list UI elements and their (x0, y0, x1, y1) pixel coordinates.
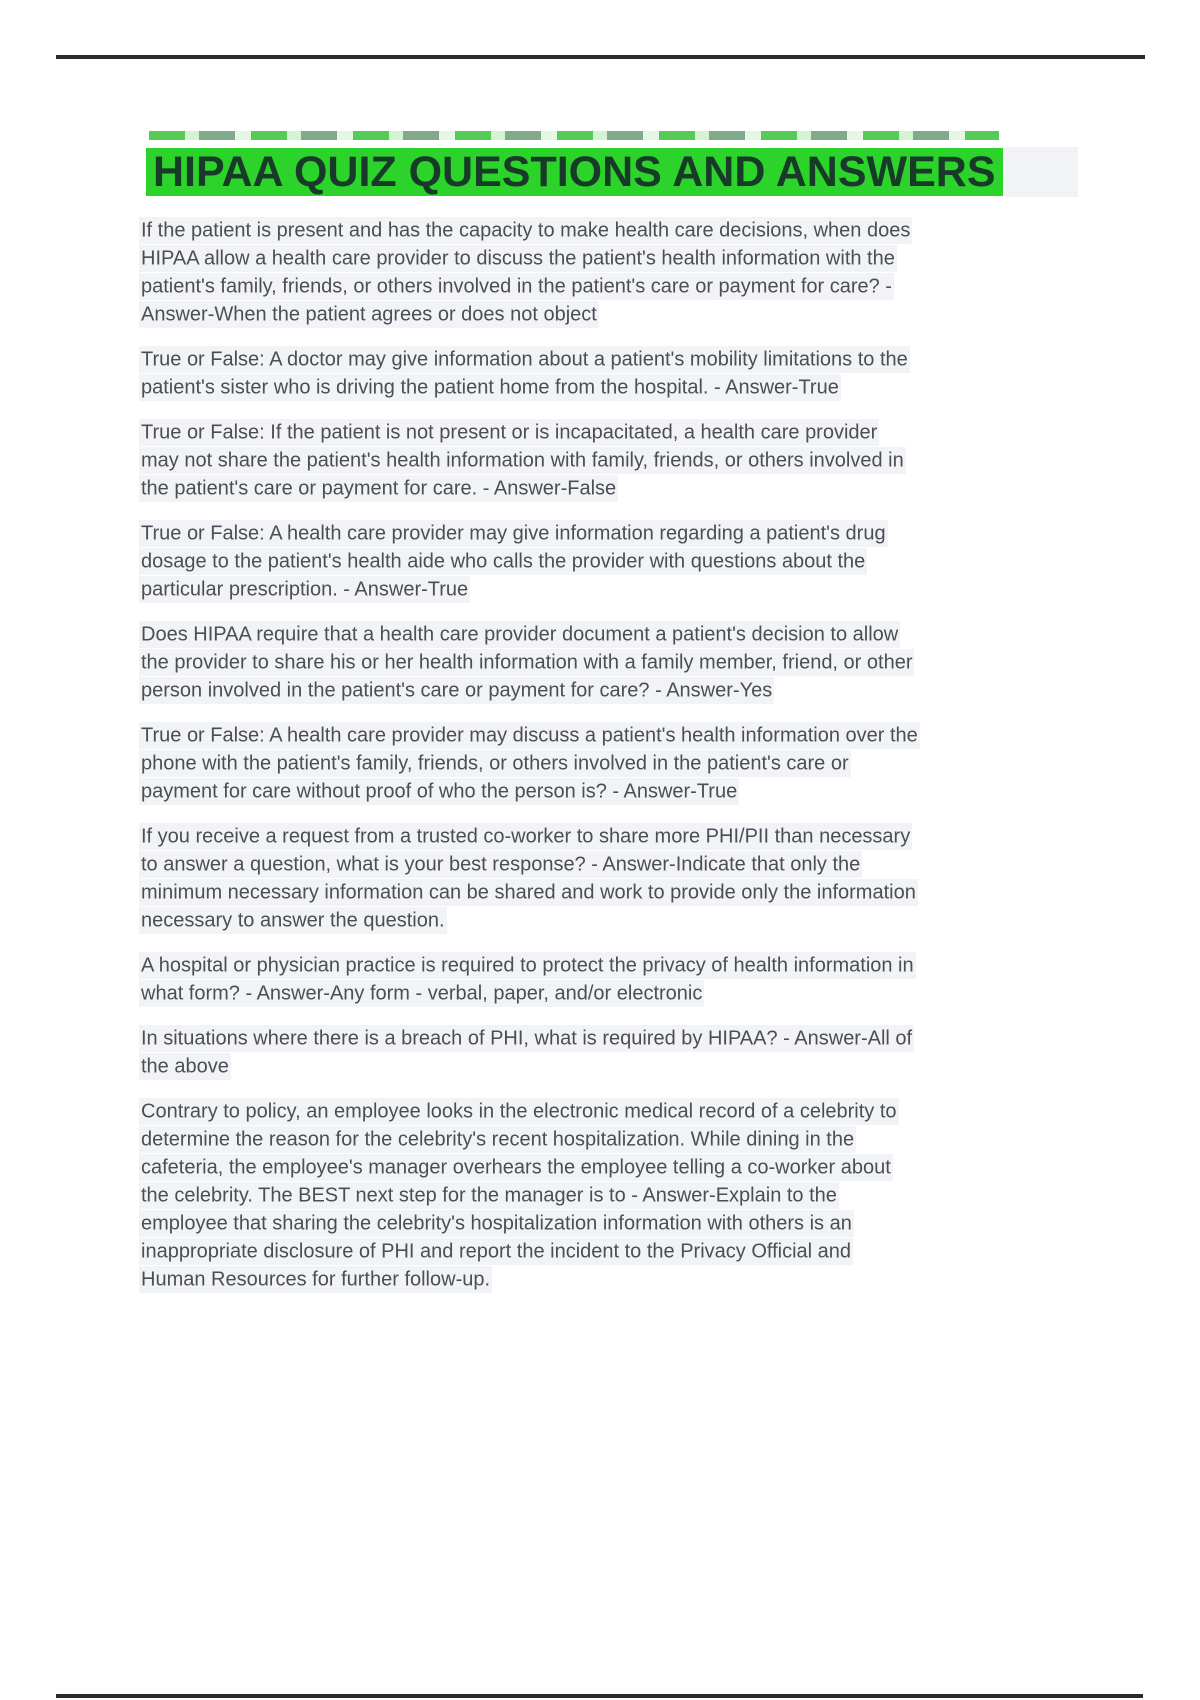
qa-paragraph-lines (139, 722, 920, 805)
qa-line: True or False: A health care provider may give information regarding a patient's drug (139, 520, 888, 547)
qa-line: what form? - Answer-Any form - verbal, paper, and/or electronic (139, 980, 704, 1007)
qa-paragraph (139, 951, 1039, 1007)
qa-line: the patient's care or payment for care. - Answer-False (139, 475, 618, 502)
qa-line: determine the reason for the celebrity's recent hospitalization. While dining in the (139, 1126, 856, 1153)
qa-line: dosage to the patient's health aide who calls the provider with questions about the (139, 548, 867, 575)
qa-line: Does HIPAA require that a health care provider document a patient's decision to allow (139, 621, 900, 648)
title-highlight-tail (1003, 147, 1078, 197)
qa-paragraph (139, 1097, 1039, 1293)
document-content (139, 147, 1039, 1310)
qa-line: True or False: If the patient is not present or is incapacitated, a health care provider (139, 419, 879, 446)
qa-paragraph (139, 1024, 1039, 1080)
qa-line: necessary to answer the question. (139, 907, 447, 934)
qa-paragraph-lines (139, 520, 888, 603)
qa-line: Human Resources for further follow-up. (139, 1266, 492, 1293)
top-page-rule (56, 55, 1145, 59)
qa-line: True or False: A health care provider may discuss a patient's health information over the (139, 722, 920, 749)
document-title (146, 147, 1039, 197)
qa-line: If you receive a request from a trusted co-worker to share more PHI/PII than necessary (139, 823, 912, 850)
qa-line: person involved in the patient's care or payment for care? - Answer-Yes (139, 677, 774, 704)
qa-line: minimum necessary information can be shared and work to provide only the information (139, 879, 918, 906)
qa-line: the above (139, 1053, 231, 1080)
qa-line: In situations where there is a breach of PHI, what is required by HIPAA? - Answer-All of (139, 1025, 914, 1052)
qa-line: the celebrity. The BEST next step for the manager is to - Answer-Explain to the (139, 1182, 839, 1209)
qa-line: A hospital or physician practice is required to protect the privacy of health information in (139, 952, 916, 979)
qa-paragraph (139, 345, 1039, 401)
qa-paragraph (139, 519, 1039, 603)
qa-paragraph (139, 216, 1039, 328)
qa-line: Answer-When the patient agrees or does not object (139, 301, 599, 328)
qa-line: True or False: A doctor may give information about a patient's mobility limitations to the (139, 346, 910, 373)
qa-line: inappropriate disclosure of PHI and report the incident to the Privacy Official and (139, 1238, 853, 1265)
qa-paragraph-lines (139, 1098, 899, 1293)
qa-line: Contrary to policy, an employee looks in the electronic medical record of a celebrity to (139, 1098, 899, 1125)
qa-line: HIPAA allow a health care provider to discuss the patient's health information with the (139, 245, 897, 272)
qa-paragraph-lines (139, 217, 912, 328)
qa-line: to answer a question, what is your best response? - Answer-Indicate that only the (139, 851, 862, 878)
qa-paragraph-lines (139, 952, 916, 1007)
qa-line: the provider to share his or her health information with a family member, friend, or other (139, 649, 914, 676)
qa-paragraph (139, 822, 1039, 934)
qa-list (139, 216, 1039, 1293)
title-highlight: HIPAA QUIZ QUESTIONS AND ANSWERS (146, 148, 1003, 196)
qa-paragraph (139, 620, 1039, 704)
qa-line: cafeteria, the employee's manager overhears the employee telling a co-worker about (139, 1154, 893, 1181)
qa-paragraph (139, 721, 1039, 805)
title-highlight-artifact (149, 131, 999, 140)
qa-line: patient's family, friends, or others involved in the patient's care or payment for care? - (139, 273, 894, 300)
qa-line: patient's sister who is driving the patient home from the hospital. - Answer-True (139, 374, 841, 401)
qa-paragraph-lines (139, 823, 918, 934)
qa-line: employee that sharing the celebrity's hospitalization information with others is an (139, 1210, 854, 1237)
qa-paragraph-lines (139, 419, 906, 502)
qa-line: If the patient is present and has the capacity to make health care decisions, when does (139, 217, 912, 244)
bottom-page-rule (56, 1694, 1143, 1698)
qa-paragraph-lines (139, 346, 910, 401)
qa-line: payment for care without proof of who the person is? - Answer-True (139, 778, 739, 805)
qa-line: particular prescription. - Answer-True (139, 576, 470, 603)
qa-paragraph (139, 418, 1039, 502)
qa-paragraph-lines (139, 621, 914, 704)
qa-paragraph-lines (139, 1025, 914, 1080)
qa-line: phone with the patient's family, friends, or others involved in the patient's care or (139, 750, 851, 777)
qa-line: may not share the patient's health information with family, friends, or others involved in (139, 447, 906, 474)
